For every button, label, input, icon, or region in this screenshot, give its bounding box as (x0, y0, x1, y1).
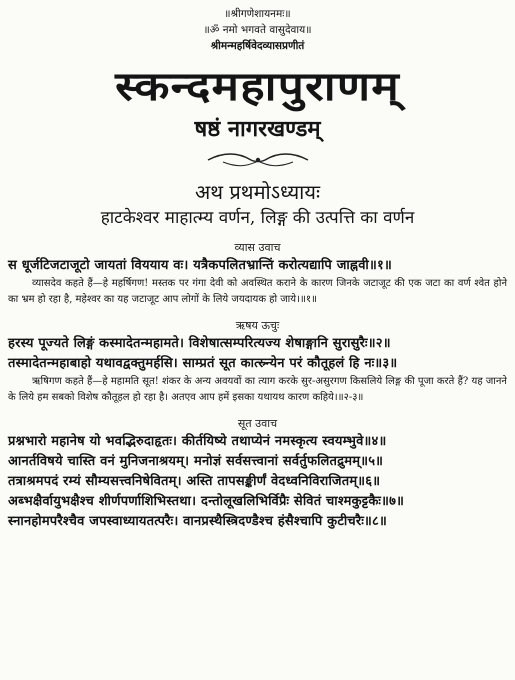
verse-4: प्रश्नभारो महानेष यो भवद्भिरुदाहृतः। कीर्तयिष्ये तथाप्येनं नमस्कृत्य स्वयम्भुवे॥४॥ (8, 434, 387, 449)
speaker-suta: सूत उवाच (237, 417, 278, 430)
book-subtitle: षष्ठं नागरखण्डम् (194, 117, 321, 142)
verse-6: तत्राश्रमपदं रम्यं सौम्यसत्त्वनिषेवितम्। अस्ति तापसङ्कीर्णं वेदध्वनिविराजितम्॥६॥ (8, 474, 381, 489)
ornament-divider-icon (0, 148, 515, 172)
speaker-vyasa: व्यास उवाच (234, 241, 281, 254)
commentary-2-3: ऋषिगण कहते हैं—हे महामति सूत! शंकर के अन्य अवयवों का त्याग करके सुर-असुरगण किसलिये लिङ्ग की पूजा करते हैं? यह जानने के लिये हम सबको विशेष कौतूहल हो रहा है। अतएव आप हमें इसका यथायथ कारण कहिये।॥२-३॥ (8, 376, 507, 403)
book-title: स्कन्दमहापुराणम् (115, 64, 400, 110)
invocation-vyasa: श्रीमन्महर्षिवेदव्यासप्रणीतं (210, 40, 305, 52)
verse-8: स्नानहोमपरैश्चैव जपस्वाध्यायतत्परैः। वानप्रस्थैस्त्रिदण्डैश्च हंसैश्चापि कुटीचरैः॥८॥ (8, 514, 387, 529)
commentary-1: व्यासदेव कहते हैं—हे महर्षिगण! मस्तक पर गंगा देवी को अवस्थित कराने के कारण जिनके जटाजूट की एक जटा का वर्ण श्वेत होने का भ्रम हो रहा है, महेश्वर का यह जटाजूट आप लोगों के लिये जयदायक हो जाये।॥१॥ (8, 278, 507, 305)
verse-3: तस्मादेतन्महाबाहो यथावद्वक्तुमर्हसि। साम्प्रतं सूत कात्स्र्न्येन परं कौतूहलं हि नः॥३॥ (8, 356, 398, 371)
verse-1: स धूर्जटिजटाजूटो जायतां विययाय वः। यत्रैकपलितभ्रान्तिं करोत्यद्यापि जाह्नवी॥१॥ (8, 258, 392, 273)
chapter-heading: अथ प्रथमोऽध्यायः (195, 180, 320, 204)
invocation-vasudeva: ॥ॐ नमो भगवते वासुदेवाय॥ (203, 24, 312, 36)
verse-5: आनर्तविषये चास्ति वनं मुनिजनाश्रयम्। मनोज्ञं सर्वसत्त्वानां सर्वर्तुफलितद्रुमम्॥५॥ (8, 454, 384, 469)
invocation-ganesha: ॥श्रीगणेशायनमः॥ (224, 8, 291, 20)
speaker-rishis: ऋषय ऊचुः (235, 319, 280, 332)
verse-2: हरस्य पूज्यते लिङ्गं कस्मादेतन्महामते। विशेषात्सम्परित्यज्य शेषाङ्गानि सुरासुरैः॥२॥ (8, 336, 391, 351)
verse-7: अब्भक्षैर्वायुभक्षैश्च शीर्णपर्णाशिभिस्तथा। दन्तोलूखलिभिर्विप्रैः सेवितं चाश्मकुट्टकैः॥७॥ (8, 494, 405, 509)
chapter-subheading: हाटकेश्वर माहात्म्य वर्णन, लिङ्ग की उत्पत्ति का वर्णन (100, 208, 415, 228)
